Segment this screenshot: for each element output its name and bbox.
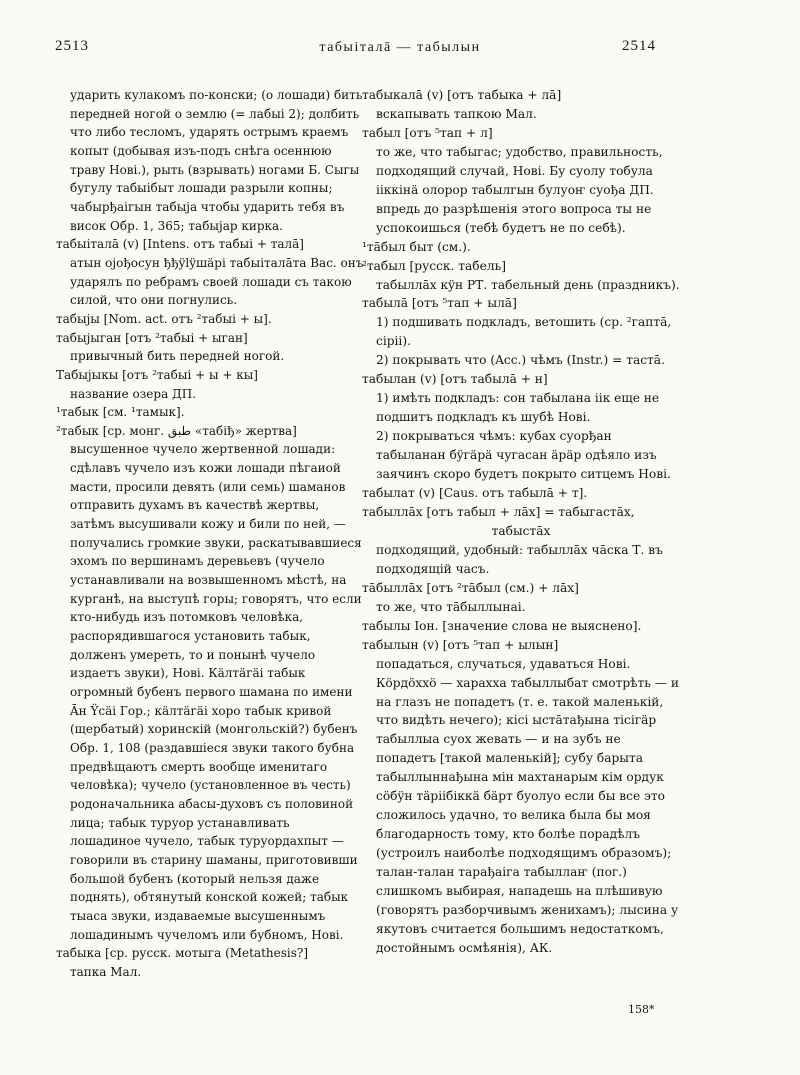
- left-column: [56, 86, 364, 982]
- entry-headword: табыjыган [отъ ²табыi + ыган]: [56, 330, 248, 345]
- page-number-left: 2513: [55, 38, 89, 54]
- entry-headword: ²табыл [русск. табель]: [362, 258, 506, 273]
- entry-headword: табылан (v) [отъ табылā + н]: [362, 372, 548, 387]
- right-column: [362, 86, 680, 958]
- entry-headword: Табыjыкы [отъ ²табыi + ы + кы]: [56, 367, 258, 382]
- entry-text: 1) имѣть подкладъ: сон табылана iiк еще не подшитъ подкладъ къ шубѣ Нові.: [376, 391, 660, 425]
- entry-headword: табылын (v) [отъ ⁵тап + ылын]: [362, 637, 559, 652]
- entry-text: 2) покрываться чѣмъ: кубах суорђан табыланан бÿгäрä чугасан äрäр одѣяло изъ заячинъ скоро будетъ покрыто ситцемъ Нові.: [376, 429, 671, 482]
- entry-headword: тāбыллāх [отъ ²тāбыл (см.) + лāх]: [362, 580, 579, 595]
- entry-text: привычный бить передней ногой.: [70, 349, 285, 364]
- page-number-right: 2514: [622, 38, 656, 54]
- entry-text: тапка Мал.: [70, 964, 142, 979]
- entry-text: вскапывать тапкою Мал.: [376, 106, 537, 121]
- entry-headword: ²табык [ср. монг. طبق «табiђ» жертва]: [56, 423, 297, 438]
- running-head: табыiталā — табылын: [319, 40, 481, 55]
- entry-headword: табыiталā (v) [Intens. отъ табыi + талā]: [56, 237, 304, 252]
- entry-headword: табыjы [Nom. act. отъ ²табыi + ы].: [56, 311, 272, 326]
- entry-headword: табыкалā (v) [отъ табыка + лā]: [362, 88, 562, 102]
- entry-headword: табылā [отъ ⁵тап + ылā]: [362, 296, 517, 311]
- entry-text: то же, что тāбыллынаi.: [376, 599, 526, 614]
- entry-headword: табыка [ср. русск. мотыга (Metathesis?]: [56, 946, 309, 961]
- entry-text: подходящий, удобный: табыллāх чāска Т. въ подходящiй часъ.: [376, 542, 663, 576]
- entry-text: то же, что табыгас; удобство, правильность, подходящий случай, Нові. Бу суолу тобула iiккiнä олорор табылгын булуоҥ суођа ДП. впредь до разрѣшенія этого вопроса ты не успокоишься (тебѣ будетъ не по себѣ).: [376, 144, 663, 235]
- entry-text: 2) покрывать что (Acc.) чѣмъ (Instr.) = тастā.: [376, 353, 665, 368]
- entry-text: высушенное чучело жертвенной лошади: сдѣлавъ чучело изъ кожи лошади пѣгаиой масти, просили девять (или семь) шаманов отправить духамъ въ качествѣ жертвы, затѣмъ высушивали кожу и били по ней, — получались громкие звуки, раскатывавшиеся эхомъ по вершинамъ деревьевъ (чучело устанавливали на возвышенномъ мѣстѣ, на курганѣ, на выступѣ горы; говорятъ, что если кто-нибудь изъ потомковъ человѣка, распорядившагося установить табык, долженъ умереть, то и понынѣ чучело издаетъ звуки), Нові. Кäлтäгäi табык огромный бубенъ первого шамана по имени Āн Ÿсäi Гор.; кäлтäгäi хоро табык кривой (щербатый) хоринскiй (монгольскiй?) бубенъ Обр. 1, 108 (раздавшiеся звуки такого бубна предвѣщаютъ смерть вообще именитаго человѣка); чучело (установленное въ честь) родоначальника абасы-духовъ съ половиной лица; табык туруор устанавливать лошадиное чучело, табык туруордахпыт — говорили въ старину шаманы, приготовивши большой бубенъ (который нельзя даже поднять), обтянутый конской кожей; табык тыаса звуки, издаваемые высушеннымъ лошадинымъ чучеломъ или бубномъ, Нові.: [70, 442, 362, 942]
- entry-headword: ¹тāбыл быт (см.).: [362, 239, 471, 254]
- entry-continuation: табыстāх: [491, 523, 551, 538]
- entry-headword: табылы Іон. [значение слова не выяснено].: [362, 618, 642, 633]
- signature-mark: 158*: [628, 1003, 655, 1016]
- entry-headword: ¹табык [см. ¹тамык].: [56, 405, 185, 420]
- entry-headword: табылат (v) [Caus. отъ табылā + т].: [362, 486, 588, 501]
- entry-text: ударить кулакомъ по-конски; (о лошади) бить передней ногой о землю (= лабыi 2); долбить что либо тесломъ, ударять острымъ краемъ копыт (добывая изъ-подъ снѣга осеннюю траву Нові.), рыть (взрывать) ногами Б. Сыгы бугулу табыiбыт лошади разрыли копны; чабырђаiгын табыjа чтобы ударить тебя въ висок Обр. 1, 365; табыjар кирка.: [70, 88, 363, 233]
- entry-headword: табыл [отъ ⁵тап + л]: [362, 125, 493, 140]
- entry-text: 1) подшивать подкладъ, ветошить (ср. ²гаптā, сiрii).: [376, 315, 672, 349]
- entry-text: табыллāх кÿн РТ. табельный день (праздникъ).: [376, 277, 680, 292]
- entry-text: атын ojођосун ђђÿlÿшäрi табыiталāта Вас. онъ ударялъ по ребрамъ своей лошади съ такою силой, что они погнулись.: [70, 255, 364, 308]
- entry-text: попадаться, случаться, удаваться Нові. Кöрдöххö — харахха табыллыбат смотрѣть — и на глазъ не попадетъ (т. е. такой маленькiй, что видѣть нечего); кiсi ыстāтађына тiсiгäр табыллыа суох жевать — и на зубъ не попадетъ [такой маленькiй]; субу барыта табыллыннађына мiн махтанарым кiм ордук сöбÿн тäрiiбiккä бäрт буолуо если бы все это сложилось удачно, то велика была бы моя благодарность тому, кто болѣе порадѣлъ (устроилъ наиболѣе подходящимъ образомъ); талан-талан тарађаiга табыллаҥ (пог.) слишкомъ выбирая, нападешь на плѣшивую (говорятъ разборчивымъ женихамъ); лысина у якутовъ считается большимъ недостаткомъ, достойнымъ осмѣянія), АК.: [376, 656, 679, 955]
- entry-text: название озера ДП.: [70, 386, 197, 401]
- entry-headword: табыллāх [отъ табыл + лāх] = табыгастāх,: [362, 504, 635, 519]
